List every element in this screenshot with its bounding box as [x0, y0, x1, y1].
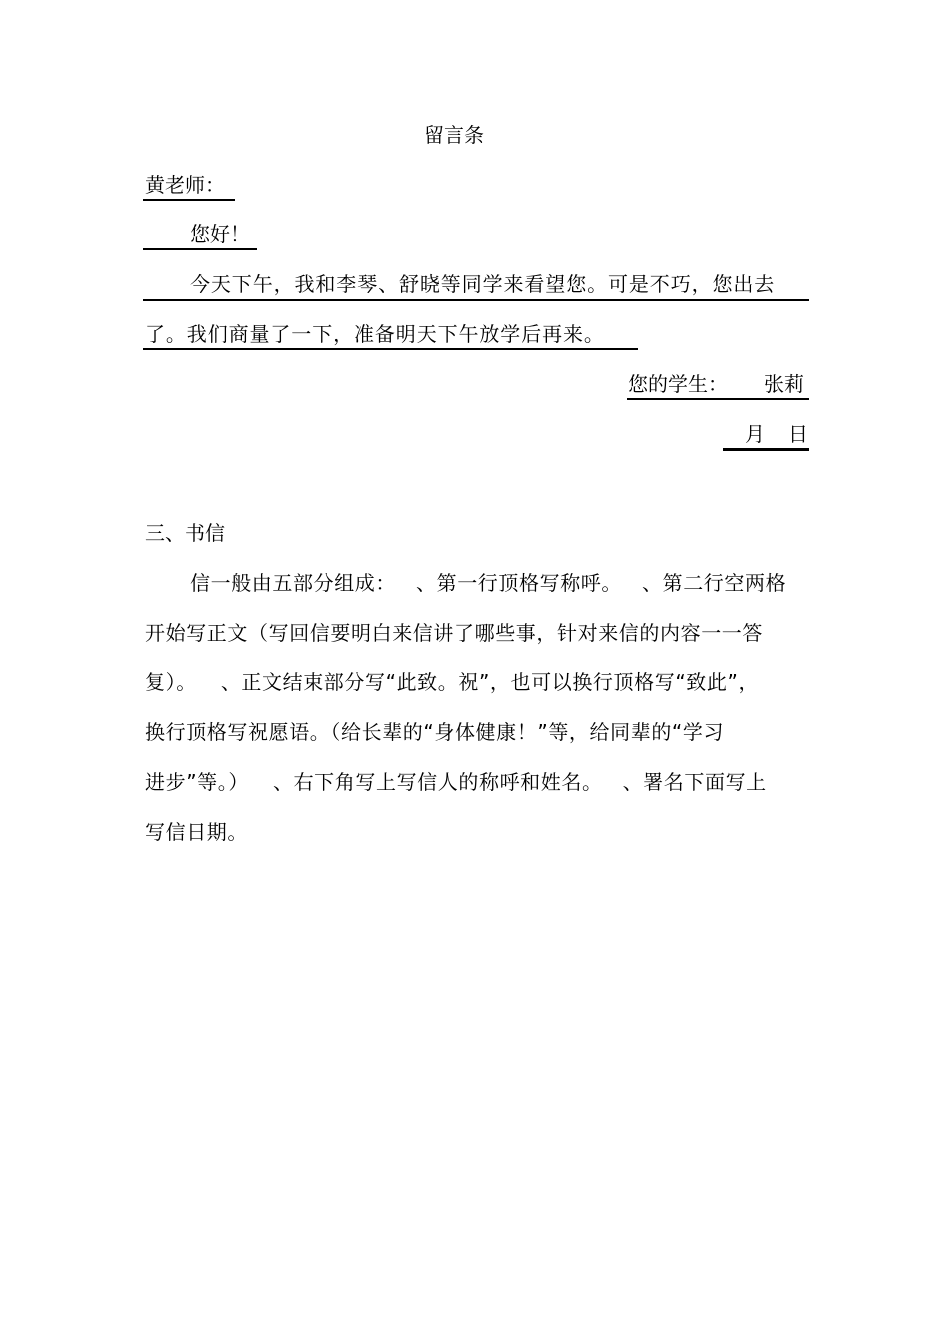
date-day: 日	[788, 422, 808, 446]
note-body-line-2: 了。我们商量了一下，准备明天下午放学后再来。	[145, 322, 605, 346]
date-underline	[723, 448, 809, 451]
body-line-2-underline	[143, 348, 638, 350]
paragraph-line-3-segment: 、正文结束部分写“此致。祝”，也可以换行顶格写“致此”，	[220, 670, 760, 694]
paragraph-line-1-segment: 、第二行空两格	[642, 571, 787, 595]
signature-name: 张莉	[764, 372, 804, 396]
paragraph-line-3	[145, 670, 759, 694]
paragraph-line-2	[145, 621, 763, 645]
paragraph-line-5-segment: 、署名下面写上	[622, 770, 767, 794]
paragraph-line-4-segment: 换行顶格写祝愿语。（给长辈的“身体健康！”等，给同辈的“学习	[145, 720, 725, 744]
paragraph-line-6-segment: 写信日期。	[145, 820, 248, 844]
salutation: 黄老师：	[145, 173, 225, 197]
note-title: 留言条	[424, 123, 484, 147]
paragraph-line-1-segment: 、第一行顶格写称呼。	[416, 571, 622, 595]
paragraph-line-3-segment: 复）。	[145, 670, 197, 694]
paragraph-line-1-segment: 信一般由五部分组成：	[190, 571, 396, 595]
paragraph-line-2-segment: 开始写正文（写回信要明白来信讲了哪些事，针对来信的内容一一答	[145, 621, 763, 645]
paragraph-line-5-segment: 进步”等。）	[145, 770, 249, 794]
paragraph-line-1	[190, 571, 786, 595]
paragraph-line-4	[145, 720, 724, 744]
paragraph-line-6	[145, 820, 248, 844]
section-heading: 三、书信	[145, 521, 225, 545]
greeting-underline	[143, 248, 257, 250]
signature-underline	[627, 398, 809, 400]
salutation-underline	[143, 199, 235, 201]
note-body-line-1: 今天下午，我和李琴、舒晓等同学来看望您。可是不巧，您出去	[190, 272, 776, 296]
date-month: 月	[745, 422, 765, 446]
paragraph-line-5	[145, 770, 767, 794]
greeting: 您好！	[190, 222, 250, 246]
body-line-1-underline	[143, 299, 809, 301]
signature-label: 您的学生：	[628, 372, 728, 396]
paragraph-line-5-segment: 、右下角写上写信人的称呼和姓名。	[272, 770, 603, 794]
